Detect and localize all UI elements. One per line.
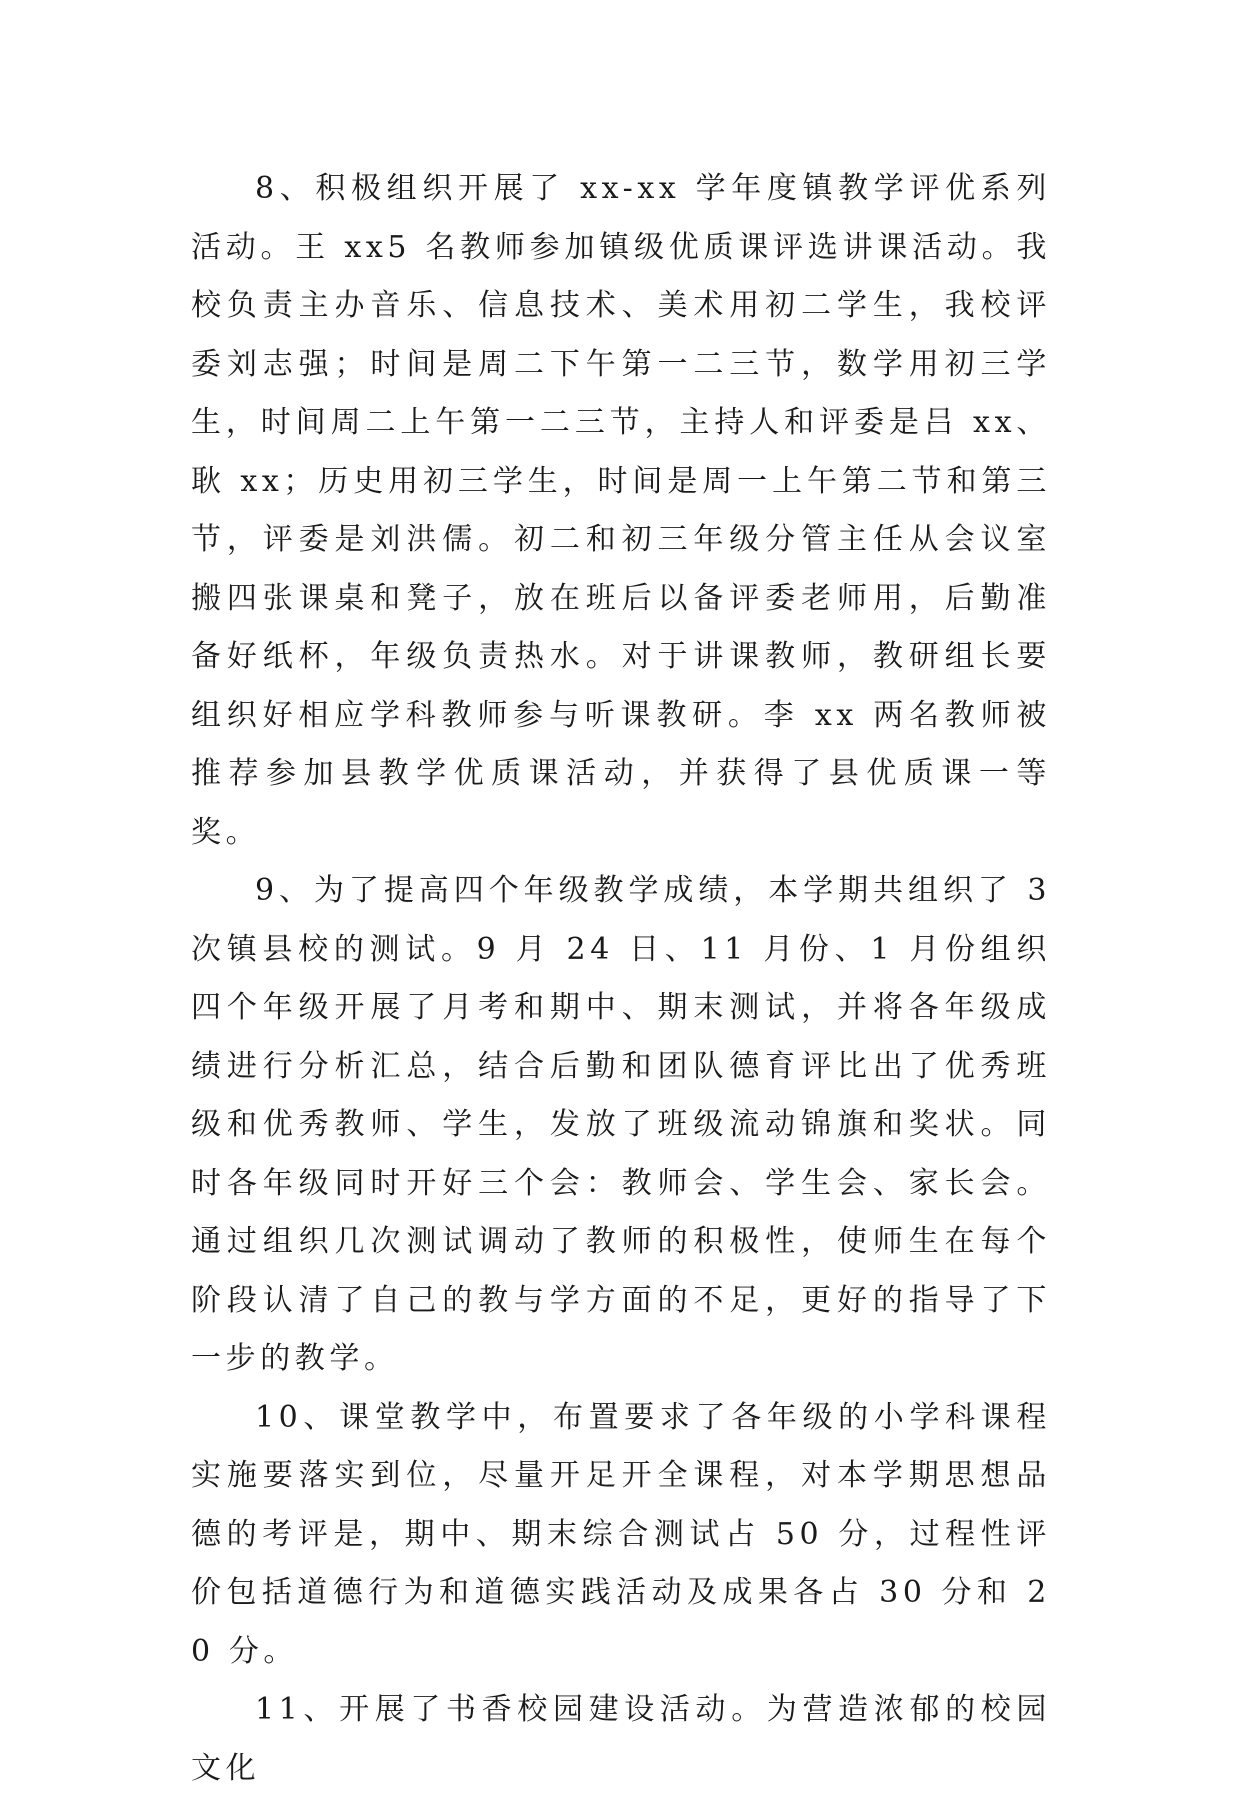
paragraph-item-11: 11、开展了书香校园建设活动。为营造浓郁的校园文化 <box>191 1692 1051 1786</box>
document-body <box>191 160 1051 1798</box>
paragraph-item-10: 10、课堂教学中，布置要求了各年级的小学科课程实施要落实到位，尽量开足开全课程，对本学期思想品德的考评是，期中、期末综合测试占 50 分，过程性评价包括道德行为和道德实践活动及成果各占 30 分和 20 分。 <box>191 1399 1051 1669</box>
paragraph-item-9: 9、为了提高四个年级教学成绩，本学期共组织了 3 次镇县校的测试。9 月 24 日、11 月份、1 月份组织四个年级开展了月考和期中、期末测试，并将各年级成绩进行分析汇总，结合后勤和团队德育评比出了优秀班级和优秀教师、学生，发放了班级流动锦旗和奖状。同时各年级同时开好三个会：教师会、学生会、家长会。通过组织几次测试调动了教师的积极性，使师生在每个阶段认清了自己的教与学方面的不足，更好的指导了下一步的教学。 <box>191 873 1051 1376</box>
paragraph-item-8: 8、积极组织开展了 xx-xx 学年度镇教学评优系列活动。王 xx5 名教师参加镇级优质课评选讲课活动。我校负责主办音乐、信息技术、美术用初二学生，我校评委刘志强；时间是周二下午第一二三节，数学用初三学生，时间周二上午第一二三节，主持人和评委是吕 xx、耿 xx；历史用初三学生，时间是周一上午第二节和第三节，评委是刘洪儒。初二和初三年级分管主任从会议室搬四张课桌和凳子，放在班后以备评委老师用，后勤准备好纸杯，年级负责热水。对于讲课教师，教研组长要组织好相应学科教师参与听课教研。李 xx 两名教师被推荐参加县教学优质课活动，并获得了县优质课一等奖。 <box>191 171 1051 850</box>
